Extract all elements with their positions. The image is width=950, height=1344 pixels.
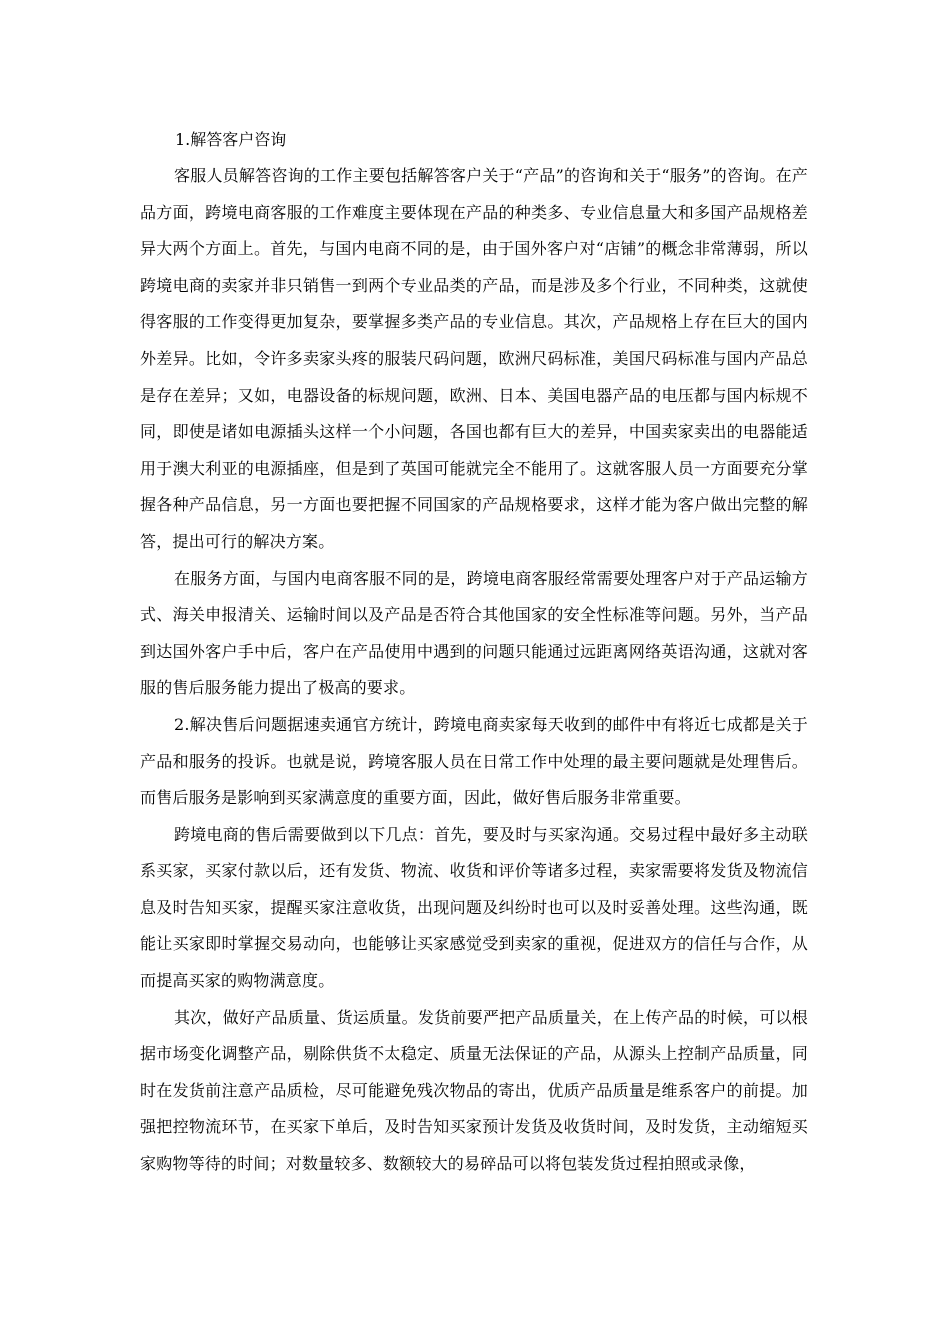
section-heading: 1.解答客户咨询 (175, 130, 287, 149)
paragraph-after-sales: 2.解决售后问题据速卖通官方统计，跨境电商卖家每天收到的邮件中有将近七成都是关于产品和服务的投诉。也就是说，跨境客服人员在日常工作中处理的最主要问题就是处理售后。而售后服务是影响到买家满意度的重要方面，因此，做好售后服务非常重要。 (140, 714, 808, 808)
paragraph-buyer-communication: 跨境电商的售后需要做到以下几点：首先，要及时与买家沟通。交易过程中最好多主动联系买家，买家付款以后，还有发货、物流、收货和评价等诸多过程，卖家需要将发货及物流信息及时告知买家，提醒买家注意收货，出现问题及纠纷时也可以及时妥善处理。这些沟通，既能让买家即时掌握交易动向，也能够让买家感觉受到卖家的重视，促进双方的信任与合作，从而提高买家的购物满意度。 (140, 824, 808, 991)
paragraph-service-consulting: 在服务方面，与国内电商客服不同的是，跨境电商客服经常需要处理客户对于产品运输方式、海关申报清关、运输时间以及产品是否符合其他国家的安全性标准等问题。另外，当产品到达国外客户手中后，客户在产品使用中遇到的问题只能通过远距离网络英语沟通，这就对客服的售后服务能力提出了极高的要求。 (140, 568, 808, 698)
paragraph-quality-logistics: 其次，做好产品质量、货运质量。发货前要严把产品质量关，在上传产品的时候，可以根据市场变化调整产品，剔除供货不太稳定、质量无法保证的产品，从源头上控制产品质量，同时在发货前注意产品质检，尽可能避免残次物品的寄出，优质产品质量是维系客户的前提。加强把控物流环节，在买家下单后，及时告知买家预计发货及收货时间，及时发货，主动缩短买家购物等待的时间；对数量较多、数额较大的易碎品可以将包装发货过程拍照或录像， (140, 1007, 808, 1174)
document-body (140, 122, 808, 1183)
paragraph-product-consulting: 客服人员解答咨询的工作主要包括解答客户关于“产品”的咨询和关于“服务”的咨询。在产品方面，跨境电商客服的工作难度主要体现在产品的种类多、专业信息量大和多国产品规格差异大两个方面上。首先，与国内电商不同的是，由于国外客户对“店铺”的概念非常薄弱，所以跨境电商的卖家并非只销售一到两个专业品类的产品，而是涉及多个行业，不同种类，这就使得客服的工作变得更加复杂，要掌握多类产品的专业信息。其次，产品规格上存在巨大的国内外差异。比如，令许多卖家头疼的服装尺码问题，欧洲尺码标准，美国尺码标准与国内产品总是存在差异；又如，电器设备的标规问题，欧洲、日本、美国电器产品的电压都与国内标规不同，即使是诸如电源插头这样一个小问题，各国也都有巨大的差异，中国卖家卖出的电器能适用于澳大利亚的电源插座，但是到了英国可能就完全不能用了。这就客服人员一方面要充分掌握各种产品信息，另一方面也要把握不同国家的产品规格要求，这样才能为客户做出完整的解答，提出可行的解决方案。 (140, 166, 808, 551)
